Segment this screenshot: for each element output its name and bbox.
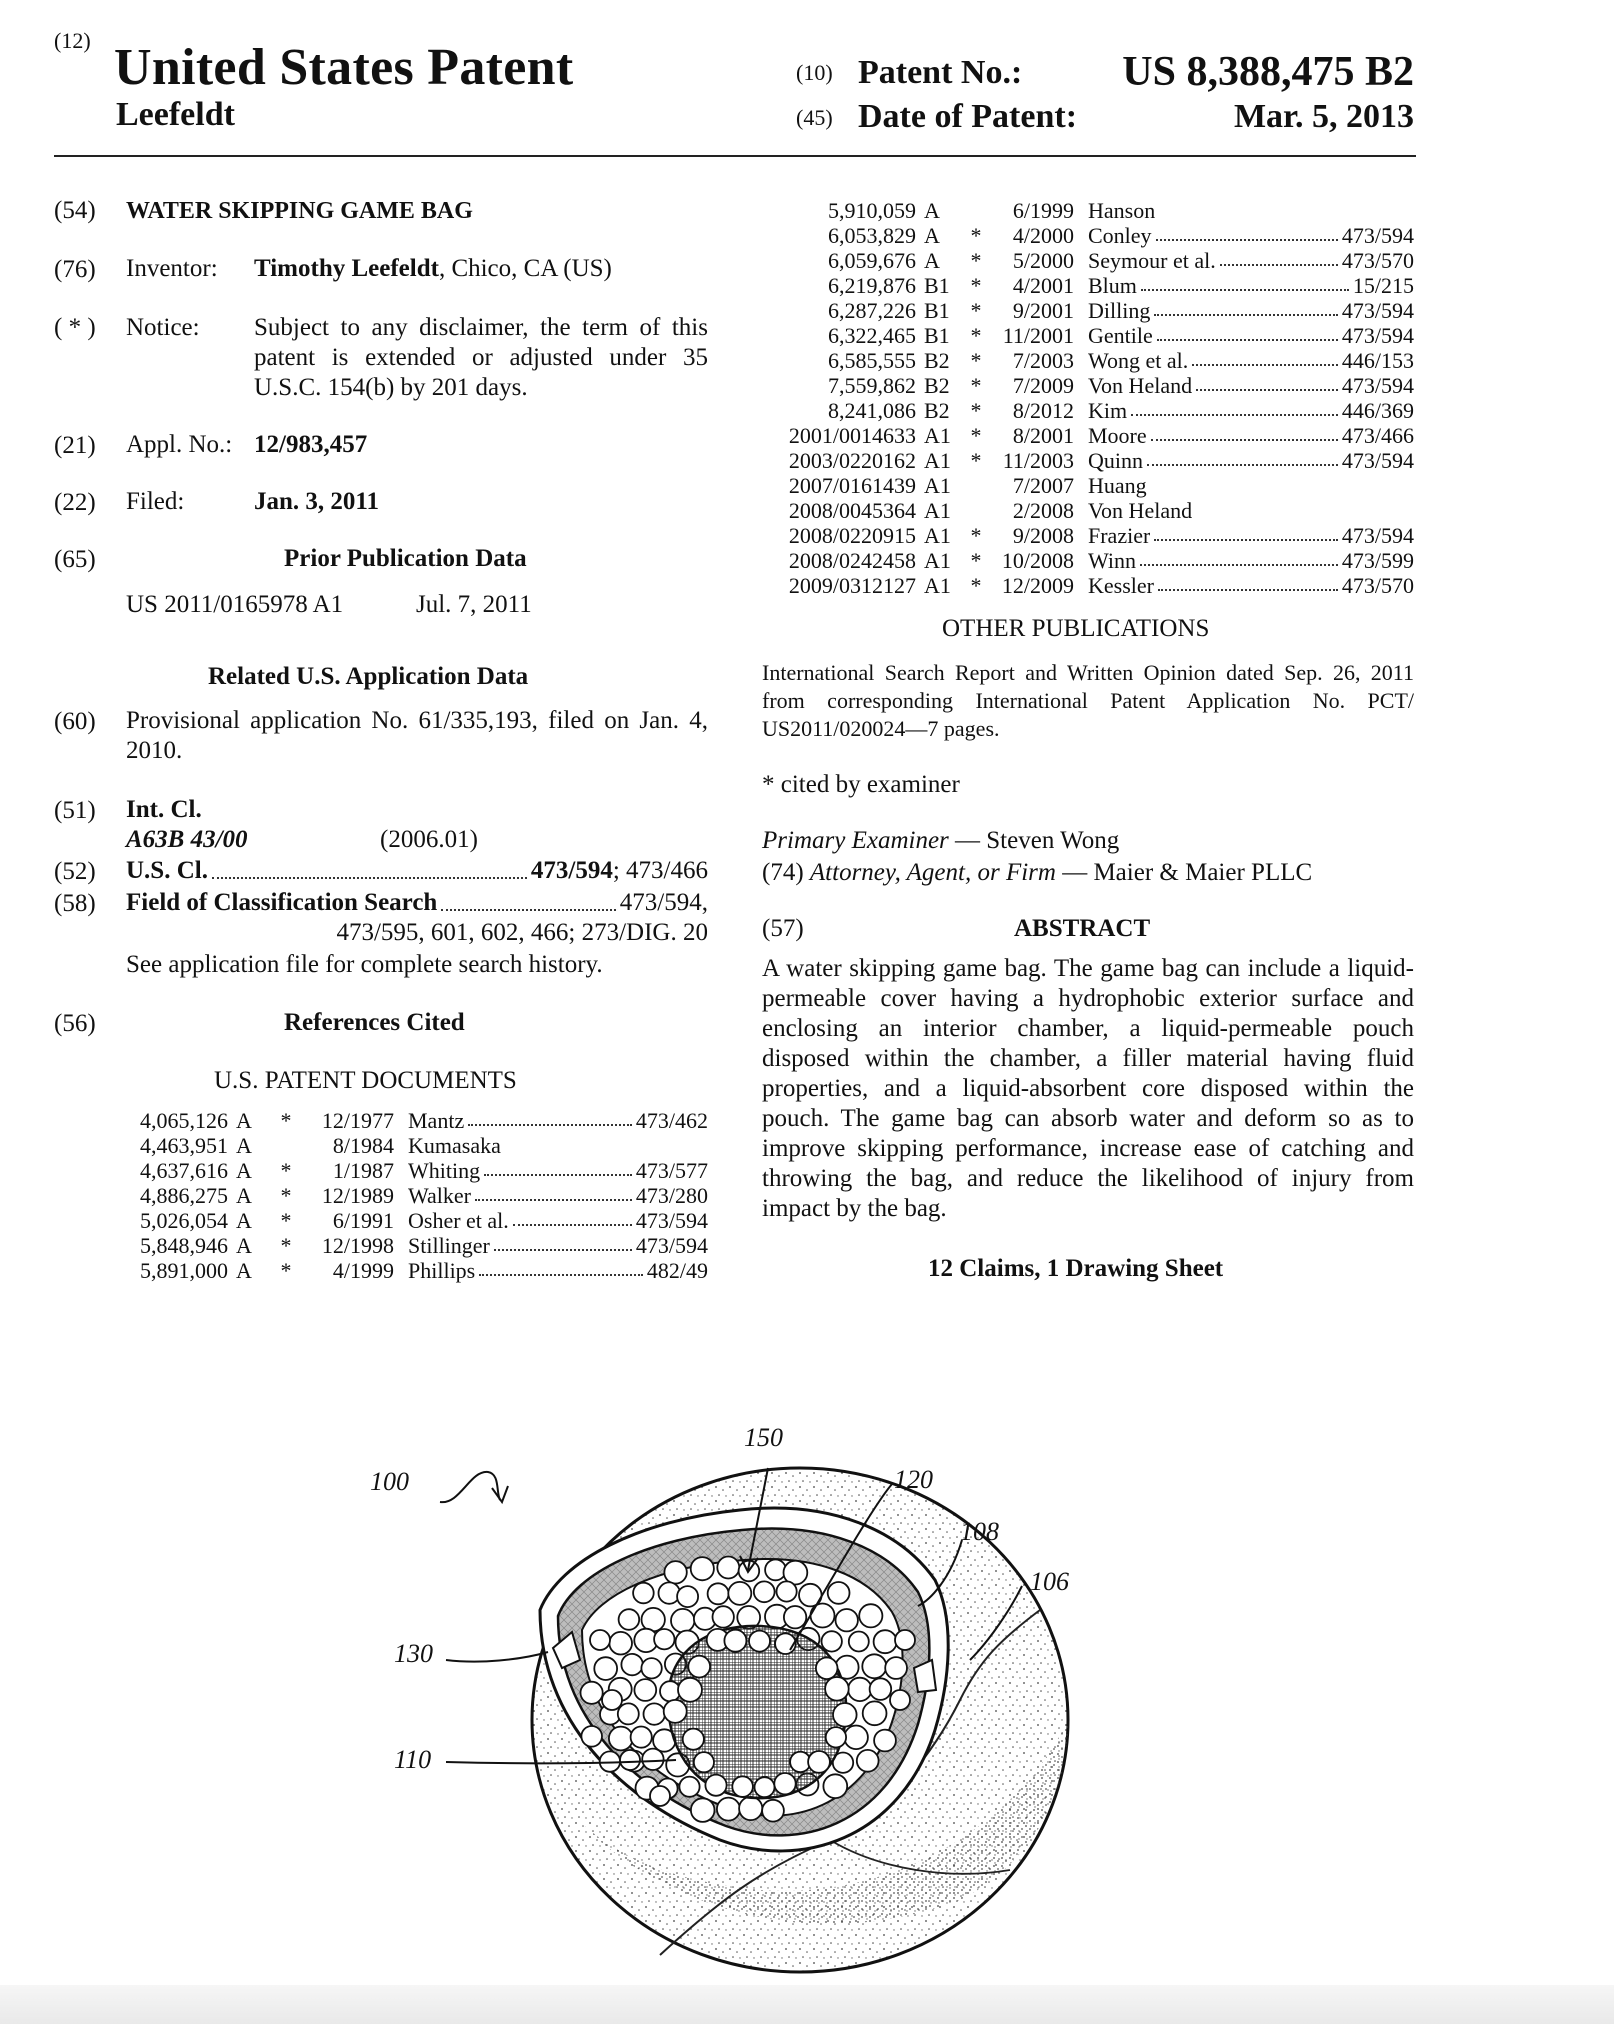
- ref-date: 12/2009: [1001, 573, 1074, 598]
- ref-kind: A: [236, 1183, 252, 1208]
- ref-patent-number: 2007/0161439: [788, 473, 916, 498]
- filler-bead: [660, 1681, 680, 1701]
- ref-cited-star: *: [280, 1233, 292, 1258]
- ref-date: 4/2001: [1012, 273, 1074, 298]
- filler-bead: [634, 1679, 656, 1701]
- filler-bead: [885, 1657, 907, 1679]
- ref-date: 6/1991: [332, 1208, 394, 1233]
- ref-cited-star: *: [970, 348, 982, 373]
- ref-date: 12/1977: [321, 1108, 394, 1133]
- filler-bead: [677, 1586, 698, 1607]
- abstract-text: A water skipping game bag. The game bag can include a liquid-permeable cover having a hydrophobic exterior surface and enclosing an interior chamber, a liquid-permeable pouch disposed within the chamber, a filler material having fluid properties, and a liquid-absorbent core disposed within the pouch. The game bag can absorb water and deform so as to improve skipping performance, increase ease of catching and throwing the bag, and reduce the likelihood of injury from impact by the bag.: [762, 955, 1414, 1222]
- ref-name: Seymour et al.: [1088, 248, 1216, 273]
- leader-100-arrow: [492, 1486, 508, 1502]
- filler-bead: [581, 1682, 603, 1704]
- ref-patent-number: 7,559,862: [828, 373, 916, 398]
- ref-date: 7/2003: [1012, 348, 1074, 373]
- ref-cited-star: *: [280, 1158, 292, 1183]
- ref-date: 8/2012: [1012, 398, 1074, 423]
- ref-class: 473/594: [1341, 223, 1414, 248]
- ref-date: 2/2008: [1012, 498, 1074, 523]
- cited-note: * cited by examiner: [762, 771, 960, 798]
- leader-100: [440, 1472, 500, 1502]
- ref-name: Dilling: [1088, 298, 1151, 323]
- ref-class: 473/280: [635, 1183, 708, 1208]
- ref-name: Gentile: [1088, 323, 1153, 348]
- ref-name: Frazier: [1088, 523, 1151, 548]
- filler-bead: [650, 1786, 670, 1806]
- ref-class: 473/462: [635, 1108, 708, 1133]
- filler-bead: [688, 1656, 710, 1678]
- filler-bead: [765, 1560, 786, 1581]
- ref-date: 6/1999: [1012, 198, 1074, 223]
- ref-name: Moore: [1088, 423, 1147, 448]
- ref-class: 473/594: [1341, 298, 1414, 323]
- ref-kind: A1: [924, 573, 951, 598]
- filler-bead: [664, 1700, 687, 1723]
- ref-class: 473/594: [1341, 373, 1414, 398]
- ref-patent-number: 4,637,616: [140, 1158, 228, 1183]
- notice-label: Notice:: [126, 314, 200, 341]
- ref-kind: A1: [924, 448, 951, 473]
- title-code: (54): [54, 197, 96, 224]
- abstract-heading: ABSTRACT: [1014, 915, 1151, 942]
- filler-bead: [825, 1677, 849, 1701]
- ref-patent-number: 6,585,555: [828, 348, 916, 373]
- ref-kind: A: [924, 223, 940, 248]
- ref-patent-number: 8,241,086: [828, 398, 916, 423]
- filler-bead: [594, 1657, 617, 1680]
- ref-date: 7/2009: [1012, 373, 1074, 398]
- intcl-year: (2006.01): [380, 826, 478, 853]
- ref-name: Wong et al.: [1088, 348, 1189, 373]
- field-values-2: 473/595, 601, 602, 466; 273/DIG. 20: [336, 919, 708, 946]
- filler-bead: [874, 1730, 896, 1752]
- label-150: 150: [744, 1423, 783, 1452]
- ref-kind: A1: [924, 423, 951, 448]
- ref-date: 8/2001: [1012, 423, 1074, 448]
- filler-bead: [749, 1631, 770, 1652]
- ref-patent-number: 2008/0220915: [788, 523, 916, 548]
- filler-bead: [890, 1690, 910, 1710]
- ref-patent-number: 6,287,226: [828, 298, 916, 323]
- filler-bead: [724, 1630, 746, 1652]
- refs-heading: References Cited: [284, 1009, 465, 1036]
- inventor-location: , Chico, CA (US): [438, 255, 612, 282]
- prior-code: (65): [54, 546, 96, 573]
- appl-number: 12/983,457: [254, 431, 368, 458]
- attorney-label: Attorney, Agent, or Firm: [809, 859, 1056, 886]
- ref-cited-star: *: [970, 423, 982, 448]
- other-pubs-text: International Search Report and Written Opinion dated Sep. 26, 2011 from corresponding International Patent Application No. PCT/ US2011/020024—7 pages.: [762, 660, 1414, 741]
- ref-patent-number: 6,053,829: [828, 223, 916, 248]
- code-45: (45): [796, 105, 833, 130]
- filler-bead: [659, 1582, 680, 1603]
- claims-line: 12 Claims, 1 Drawing Sheet: [928, 1255, 1224, 1282]
- filed-date: Jan. 3, 2011: [254, 488, 380, 515]
- filler-bead: [863, 1701, 887, 1725]
- ref-class: 473/570: [1341, 573, 1414, 598]
- intcl-class: A63B 43/00: [126, 826, 248, 853]
- ref-class: 473/594: [635, 1233, 708, 1258]
- patent-title: WATER SKIPPING GAME BAG: [126, 198, 473, 224]
- ref-kind: A: [236, 1258, 252, 1283]
- filler-bead: [754, 1581, 775, 1602]
- ref-patent-number: 2003/0220162: [788, 448, 916, 473]
- filler-bead: [618, 1703, 639, 1724]
- inventor-name: Timothy Leefeldt: [254, 255, 439, 282]
- filler-bead: [654, 1629, 674, 1649]
- filler-bead: [664, 1561, 686, 1583]
- ref-patent-number: 4,463,951: [140, 1133, 228, 1158]
- prior-pub-heading: Prior Publication Data: [284, 545, 527, 572]
- filler-bead: [691, 1557, 714, 1580]
- filler-bead: [642, 1749, 663, 1770]
- prior-pub-date: Jul. 7, 2011: [416, 591, 532, 618]
- ref-class: 473/594: [1341, 448, 1414, 473]
- uscl-code: (52): [54, 858, 96, 885]
- filler-bead: [609, 1727, 633, 1751]
- ref-cited-star: *: [970, 223, 982, 248]
- ref-name: Conley: [1088, 223, 1152, 248]
- ref-patent-number: 2001/0014633: [788, 423, 916, 448]
- ref-date: 4/1999: [332, 1258, 394, 1283]
- ref-date: 9/2001: [1012, 298, 1074, 323]
- ref-cited-star: *: [970, 373, 982, 398]
- filler-bead: [631, 1727, 652, 1748]
- ref-date: 11/2001: [1002, 323, 1074, 348]
- filler-bead: [833, 1703, 857, 1727]
- filler-bead: [581, 1726, 602, 1747]
- ref-kind: A1: [924, 498, 951, 523]
- ref-date: 12/1998: [321, 1233, 394, 1258]
- ref-patent-number: 5,891,000: [140, 1258, 228, 1283]
- other-pubs-heading: OTHER PUBLICATIONS: [942, 615, 1210, 642]
- filler-bead: [642, 1608, 665, 1631]
- appl-label: Appl. No.:: [126, 431, 233, 458]
- filler-bead: [836, 1609, 858, 1631]
- filler-bead: [679, 1777, 699, 1797]
- filler-bead: [671, 1609, 694, 1632]
- code-12: (12): [54, 28, 91, 53]
- ref-kind: A: [236, 1158, 252, 1183]
- ref-kind: A1: [924, 548, 951, 573]
- ref-kind: B2: [924, 398, 950, 423]
- us-docs-heading: U.S. PATENT DOCUMENTS: [214, 1067, 517, 1094]
- ref-name: Osher et al.: [408, 1208, 509, 1233]
- filler-bead: [774, 1773, 795, 1794]
- ref-kind: A: [236, 1208, 252, 1233]
- ref-patent-number: 2009/0312127: [788, 573, 916, 598]
- ref-date: 7/2007: [1012, 473, 1074, 498]
- patent-no-label: Patent No.:: [858, 54, 1023, 91]
- ref-kind: A1: [924, 473, 951, 498]
- uscl-label: U.S. Cl.: [126, 857, 208, 884]
- ref-name: Von Heland: [1088, 373, 1193, 398]
- ref-kind: B1: [924, 298, 950, 323]
- ref-name: Blum: [1088, 273, 1137, 298]
- code-10: (10): [796, 60, 833, 85]
- ref-patent-number: 4,886,275: [140, 1183, 228, 1208]
- inventor-surname: Leefeldt: [116, 96, 235, 133]
- examiner-label: Primary Examiner: [762, 827, 949, 854]
- ref-patent-number: 5,848,946: [140, 1233, 228, 1258]
- related-heading: Related U.S. Application Data: [208, 663, 529, 690]
- ref-date: 11/2003: [1002, 448, 1074, 473]
- ref-cited-star: *: [280, 1108, 292, 1133]
- filler-bead: [808, 1751, 830, 1773]
- filler-bead: [784, 1606, 806, 1628]
- ref-kind: A1: [924, 523, 951, 548]
- filler-bead: [777, 1581, 797, 1601]
- filler-bead: [717, 1798, 740, 1821]
- label-108: 108: [960, 1517, 999, 1546]
- filler-bead: [895, 1630, 915, 1650]
- filler-bead: [826, 1727, 846, 1747]
- filler-bead: [708, 1583, 729, 1604]
- filler-bead: [739, 1797, 762, 1820]
- ref-patent-number: 6,059,676: [828, 248, 916, 273]
- ref-name: Phillips: [408, 1258, 476, 1283]
- label-120: 120: [894, 1465, 933, 1494]
- ref-cited-star: *: [970, 248, 982, 273]
- filler-bead: [683, 1729, 704, 1750]
- filed-code: (22): [54, 489, 96, 516]
- field-code: (58): [54, 890, 96, 917]
- ref-name: Huang: [1088, 473, 1147, 498]
- filler-bead: [678, 1678, 702, 1702]
- filler-bead: [694, 1752, 714, 1772]
- ref-cited-star: *: [970, 448, 982, 473]
- attorney-name: — Maier & Maier PLLC: [1055, 859, 1313, 886]
- uscl-rest: ; 473/466: [612, 857, 708, 884]
- filler-bead: [717, 1557, 739, 1579]
- filler-bead: [859, 1604, 882, 1627]
- ref-kind: A: [924, 248, 940, 273]
- appl-code: (21): [54, 432, 96, 459]
- ref-name: Walker: [408, 1183, 471, 1208]
- filler-bead: [828, 1582, 850, 1604]
- notice-code: ( * ): [54, 314, 96, 341]
- patent-date: Mar. 5, 2013: [1233, 98, 1414, 135]
- abstract-code: (57): [762, 915, 804, 942]
- ref-cited-star: *: [280, 1183, 292, 1208]
- intcl-label: Int. Cl.: [126, 796, 202, 823]
- ref-class: 473/594: [1341, 523, 1414, 548]
- filler-bead: [755, 1777, 775, 1797]
- ref-class: 473/594: [1341, 323, 1414, 348]
- ref-class: 446/153: [1341, 348, 1414, 373]
- ref-kind: A: [236, 1108, 252, 1133]
- ref-patent-number: 5,910,059: [828, 198, 916, 223]
- filler-bead: [870, 1678, 892, 1700]
- refs-code: (56): [54, 1010, 96, 1037]
- ref-patent-number: 4,065,126: [140, 1108, 228, 1133]
- ref-name: Stillinger: [408, 1233, 490, 1258]
- ref-cited-star: *: [970, 273, 982, 298]
- ref-date: 4/2000: [1012, 223, 1074, 248]
- inventor-label: Inventor:: [126, 255, 218, 282]
- ref-kind: B2: [924, 348, 950, 373]
- intcl-code: (51): [54, 797, 96, 824]
- ref-patent-number: 2008/0045364: [788, 498, 916, 523]
- filler-bead: [633, 1583, 654, 1604]
- inventor-code: (76): [54, 256, 96, 283]
- notice-text: Subject to any disclaimer, the term of this patent is extended or adjusted under 35 U.S.C. 154(b) by 201 days.: [254, 314, 708, 401]
- ref-name: Kim: [1088, 398, 1128, 423]
- ref-patent-number: 6,322,465: [828, 323, 916, 348]
- filler-bead: [857, 1750, 879, 1772]
- filler-bead: [816, 1658, 838, 1680]
- label-106: 106: [1030, 1567, 1069, 1596]
- filler-bead: [590, 1630, 610, 1650]
- ref-patent-number: 5,026,054: [140, 1208, 228, 1233]
- label-130: 130: [394, 1639, 433, 1668]
- ref-class: 446/369: [1341, 398, 1414, 423]
- filler-bead: [641, 1658, 661, 1678]
- ref-cited-star: *: [970, 398, 982, 423]
- ref-cited-star: *: [280, 1208, 292, 1233]
- ref-name: Quinn: [1088, 448, 1143, 473]
- filler-bead: [609, 1632, 632, 1655]
- field-label: Field of Classification Search: [126, 889, 438, 916]
- ref-class: 473/570: [1341, 248, 1414, 273]
- ref-kind: B2: [924, 373, 950, 398]
- ref-name: Mantz: [408, 1108, 465, 1133]
- ref-name: Von Heland: [1088, 498, 1193, 523]
- filler-bead: [621, 1654, 642, 1675]
- ref-patent-number: 2008/0242458: [788, 548, 916, 573]
- ref-class: 473/577: [635, 1158, 708, 1183]
- ref-class: 473/466: [1341, 423, 1414, 448]
- ref-kind: B1: [924, 323, 950, 348]
- ref-date: 1/1987: [332, 1158, 394, 1183]
- ref-class: 15/215: [1352, 273, 1414, 298]
- filler-bead: [874, 1630, 897, 1653]
- ref-cited-star: *: [970, 523, 982, 548]
- field-note: See application file for complete search history.: [126, 951, 603, 978]
- ref-kind: A: [924, 198, 940, 223]
- ref-name: Winn: [1088, 548, 1136, 573]
- ref-kind: A: [236, 1233, 252, 1258]
- filler-bead: [713, 1606, 734, 1627]
- filler-bead: [691, 1798, 715, 1822]
- filed-label: Filed:: [126, 488, 185, 515]
- ref-name: Hanson: [1088, 198, 1156, 223]
- ref-cited-star: *: [970, 548, 982, 573]
- filler-bead: [619, 1609, 640, 1630]
- ref-cited-star: *: [970, 323, 982, 348]
- patent-number: US 8,388,475 B2: [1122, 49, 1414, 95]
- page-bottom-edge: [0, 1985, 1614, 2024]
- filler-bead: [705, 1775, 726, 1796]
- filler-bead: [732, 1776, 753, 1797]
- date-label: Date of Patent:: [858, 98, 1078, 135]
- prior-pub-number: US 2011/0165978 A1: [126, 591, 344, 618]
- attorney-code: (74): [762, 859, 804, 886]
- ref-kind: B1: [924, 273, 950, 298]
- filler-bead: [823, 1774, 847, 1798]
- filler-bead: [862, 1654, 886, 1678]
- ref-patent-number: 6,219,876: [828, 273, 916, 298]
- filler-bead: [602, 1690, 622, 1710]
- filler-bead: [844, 1726, 868, 1750]
- ref-date: 9/2008: [1012, 523, 1074, 548]
- provisional-text: Provisional application No. 61/335,193, filed on Jan. 4, 2010.: [126, 707, 708, 764]
- ref-date: 8/1984: [332, 1133, 394, 1158]
- ref-name: Kessler: [1088, 573, 1154, 598]
- ref-date: 12/1989: [321, 1183, 394, 1208]
- ref-cited-star: *: [970, 573, 982, 598]
- filler-bead: [644, 1703, 665, 1724]
- filler-bead: [762, 1800, 784, 1822]
- ref-class: 482/49: [646, 1258, 708, 1283]
- prov-code: (60): [54, 708, 96, 735]
- ref-kind: A: [236, 1133, 252, 1158]
- filler-bead: [848, 1678, 871, 1701]
- filler-bead: [728, 1582, 751, 1605]
- ref-date: 10/2008: [1001, 548, 1074, 573]
- ref-name: Whiting: [408, 1158, 481, 1183]
- leader-130: [446, 1652, 548, 1662]
- label-100: 100: [370, 1467, 409, 1496]
- field-values-1: 473/594,: [619, 889, 708, 916]
- ref-name: Kumasaka: [408, 1133, 501, 1158]
- ref-cited-star: *: [280, 1258, 292, 1283]
- filler-bead: [849, 1632, 869, 1652]
- document-type: United States Patent: [114, 39, 574, 96]
- ref-class: 473/594: [635, 1208, 708, 1233]
- ref-date: 5/2000: [1012, 248, 1074, 273]
- filler-bead: [620, 1750, 640, 1770]
- filler-bead: [822, 1631, 842, 1651]
- ref-class: 473/599: [1341, 548, 1414, 573]
- examiner-name: — Steven Wong: [948, 827, 1120, 854]
- ref-cited-star: *: [970, 298, 982, 323]
- label-110: 110: [394, 1745, 432, 1774]
- uscl-main: 473/594: [530, 857, 613, 884]
